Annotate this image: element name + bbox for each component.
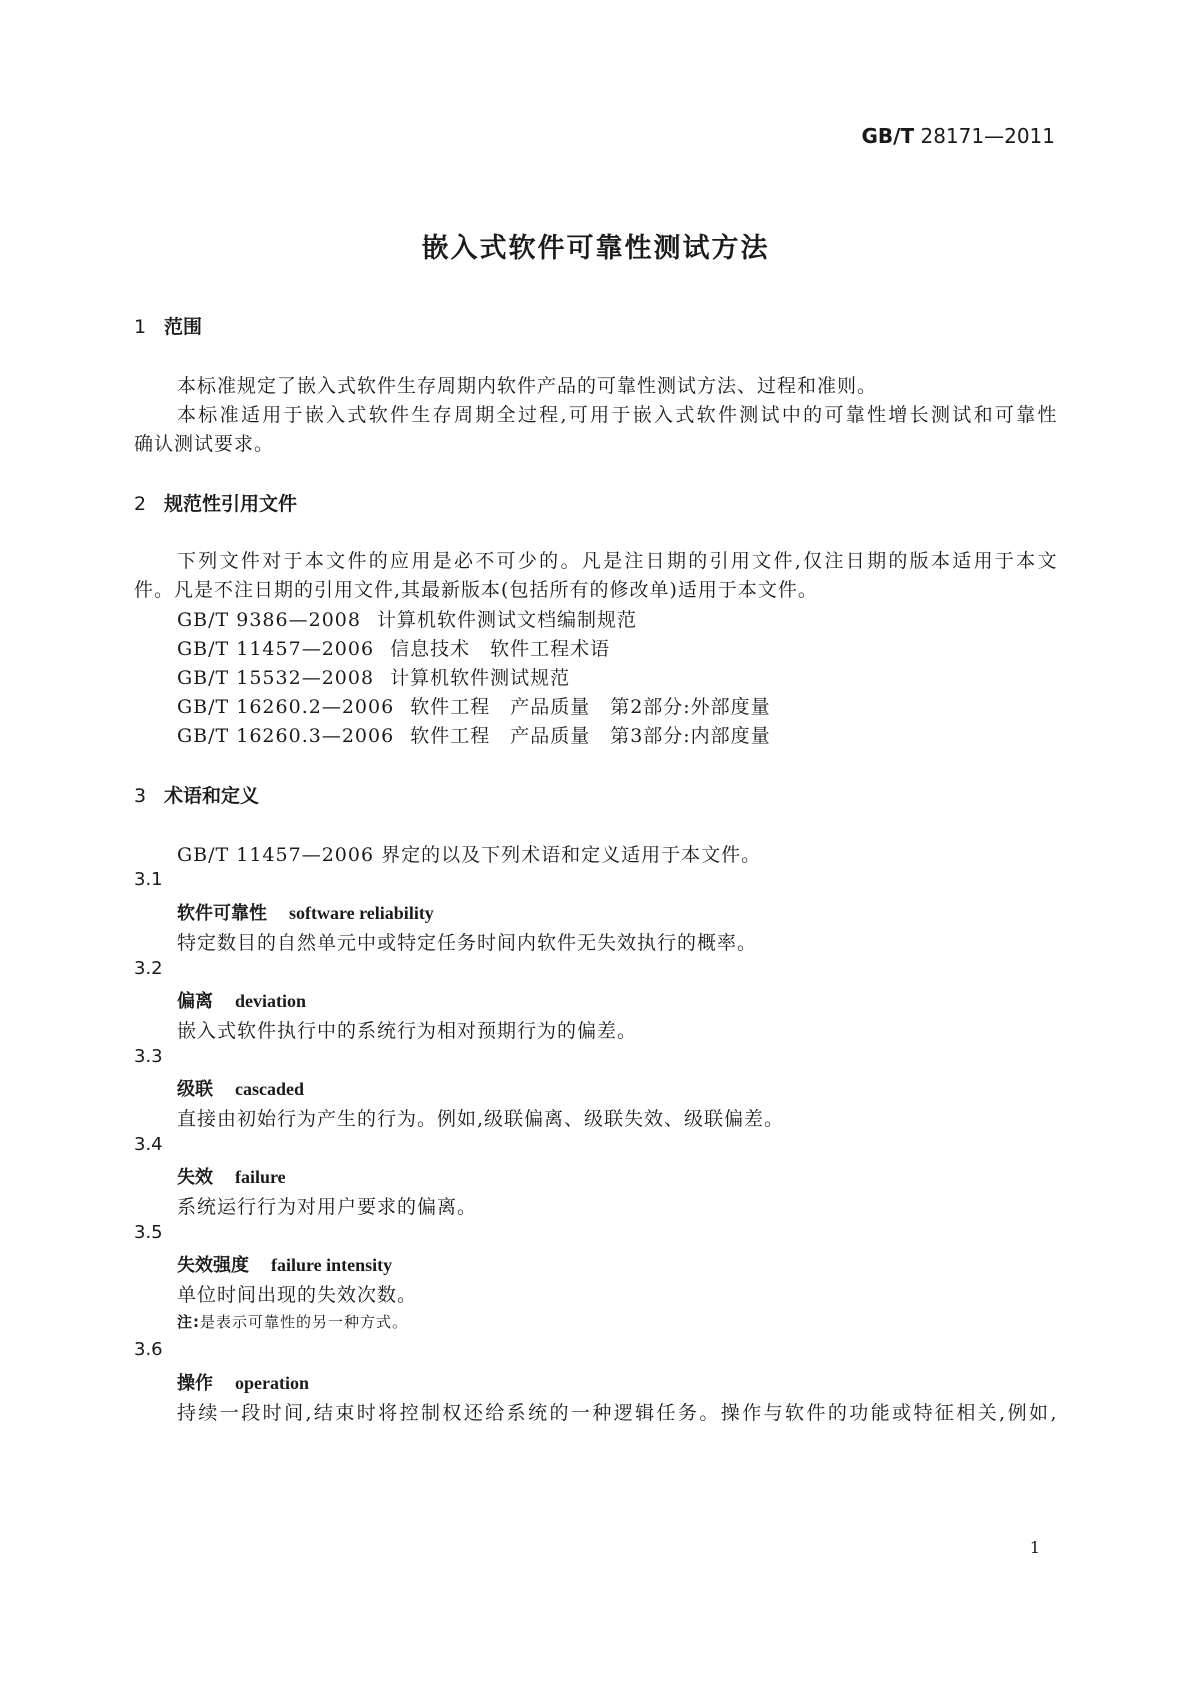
term-number: 3.1 xyxy=(134,869,163,890)
section-3-heading: 3 术语和定义 xyxy=(134,785,260,807)
section-3-paragraph-1: GB/T 11457—2006 界定的以及下列术语和定义适用于本文件。 xyxy=(177,844,762,866)
page-number: 1 xyxy=(1029,1538,1040,1557)
term-title: 操作 operation xyxy=(177,1373,309,1394)
section-1-paragraph-2: 本标准适用于嵌入式软件生存周期全过程,可用于嵌入式软件测试中的可靠性增长测试和可靠性 xyxy=(177,404,1057,426)
term-number: 3.6 xyxy=(134,1339,163,1360)
reference-item: GB/T 16260.2—2006 软件工程 产品质量 第2部分:外部度量 xyxy=(177,696,771,718)
term-definition: 嵌入式软件执行中的系统行为相对预期行为的偏差。 xyxy=(177,1020,638,1042)
section-1-paragraph-1: 本标准规定了嵌入式软件生存周期内软件产品的可靠性测试方法、过程和准则。 xyxy=(177,375,878,397)
term-number: 3.4 xyxy=(134,1134,163,1155)
term-number: 3.2 xyxy=(134,958,163,979)
document-title: 嵌入式软件可靠性测试方法 xyxy=(421,233,770,264)
section-2-paragraph-1-cont: 件。凡是不注日期的引用文件,其最新版本(包括所有的修改单)适用于本文件。 xyxy=(134,579,818,601)
reference-item: GB/T 16260.3—2006 软件工程 产品质量 第3部分:内部度量 xyxy=(177,725,771,747)
term-title: 失效强度 failure intensity xyxy=(177,1255,393,1276)
reference-item: GB/T 15532—2008 计算机软件测试规范 xyxy=(177,667,571,689)
section-1-paragraph-2-cont: 确认测试要求。 xyxy=(134,433,275,455)
term-title: 偏离 deviation xyxy=(177,991,307,1012)
term-definition: 特定数目的自然单元中或特定任务时间内软件无失效执行的概率。 xyxy=(177,932,758,954)
term-number: 3.3 xyxy=(134,1046,163,1067)
term-title: 级联 cascaded xyxy=(177,1079,304,1100)
term-number: 3.5 xyxy=(134,1222,163,1243)
term-definition: 系统运行行为对用户要求的偏离。 xyxy=(177,1196,478,1218)
section-1-heading: 1 范围 xyxy=(134,316,203,338)
reference-item: GB/T 9386—2008 计算机软件测试文档编制规范 xyxy=(177,609,637,631)
section-2-heading: 2 规范性引用文件 xyxy=(134,493,298,515)
term-note: 注:是表示可靠性的另一种方式。 xyxy=(177,1313,409,1331)
term-definition: 持续一段时间,结束时将控制权还给系统的一种逻辑任务。操作与软件的功能或特征相关,例如, xyxy=(177,1402,1057,1424)
standard-code: GB/T 28171—2011 xyxy=(861,124,1055,148)
term-title: 失效 failure xyxy=(177,1167,286,1188)
term-definition: 直接由初始行为产生的行为。例如,级联偏离、级联失效、级联偏差。 xyxy=(177,1108,785,1130)
section-2-paragraph-1: 下列文件对于本文件的应用是必不可少的。凡是注日期的引用文件,仅注日期的版本适用于本文 xyxy=(177,550,1057,572)
term-title: 软件可靠性 software reliability xyxy=(177,903,434,924)
term-definition: 单位时间出现的失效次数。 xyxy=(177,1284,418,1306)
reference-item: GB/T 11457—2006 信息技术 软件工程术语 xyxy=(177,638,611,660)
